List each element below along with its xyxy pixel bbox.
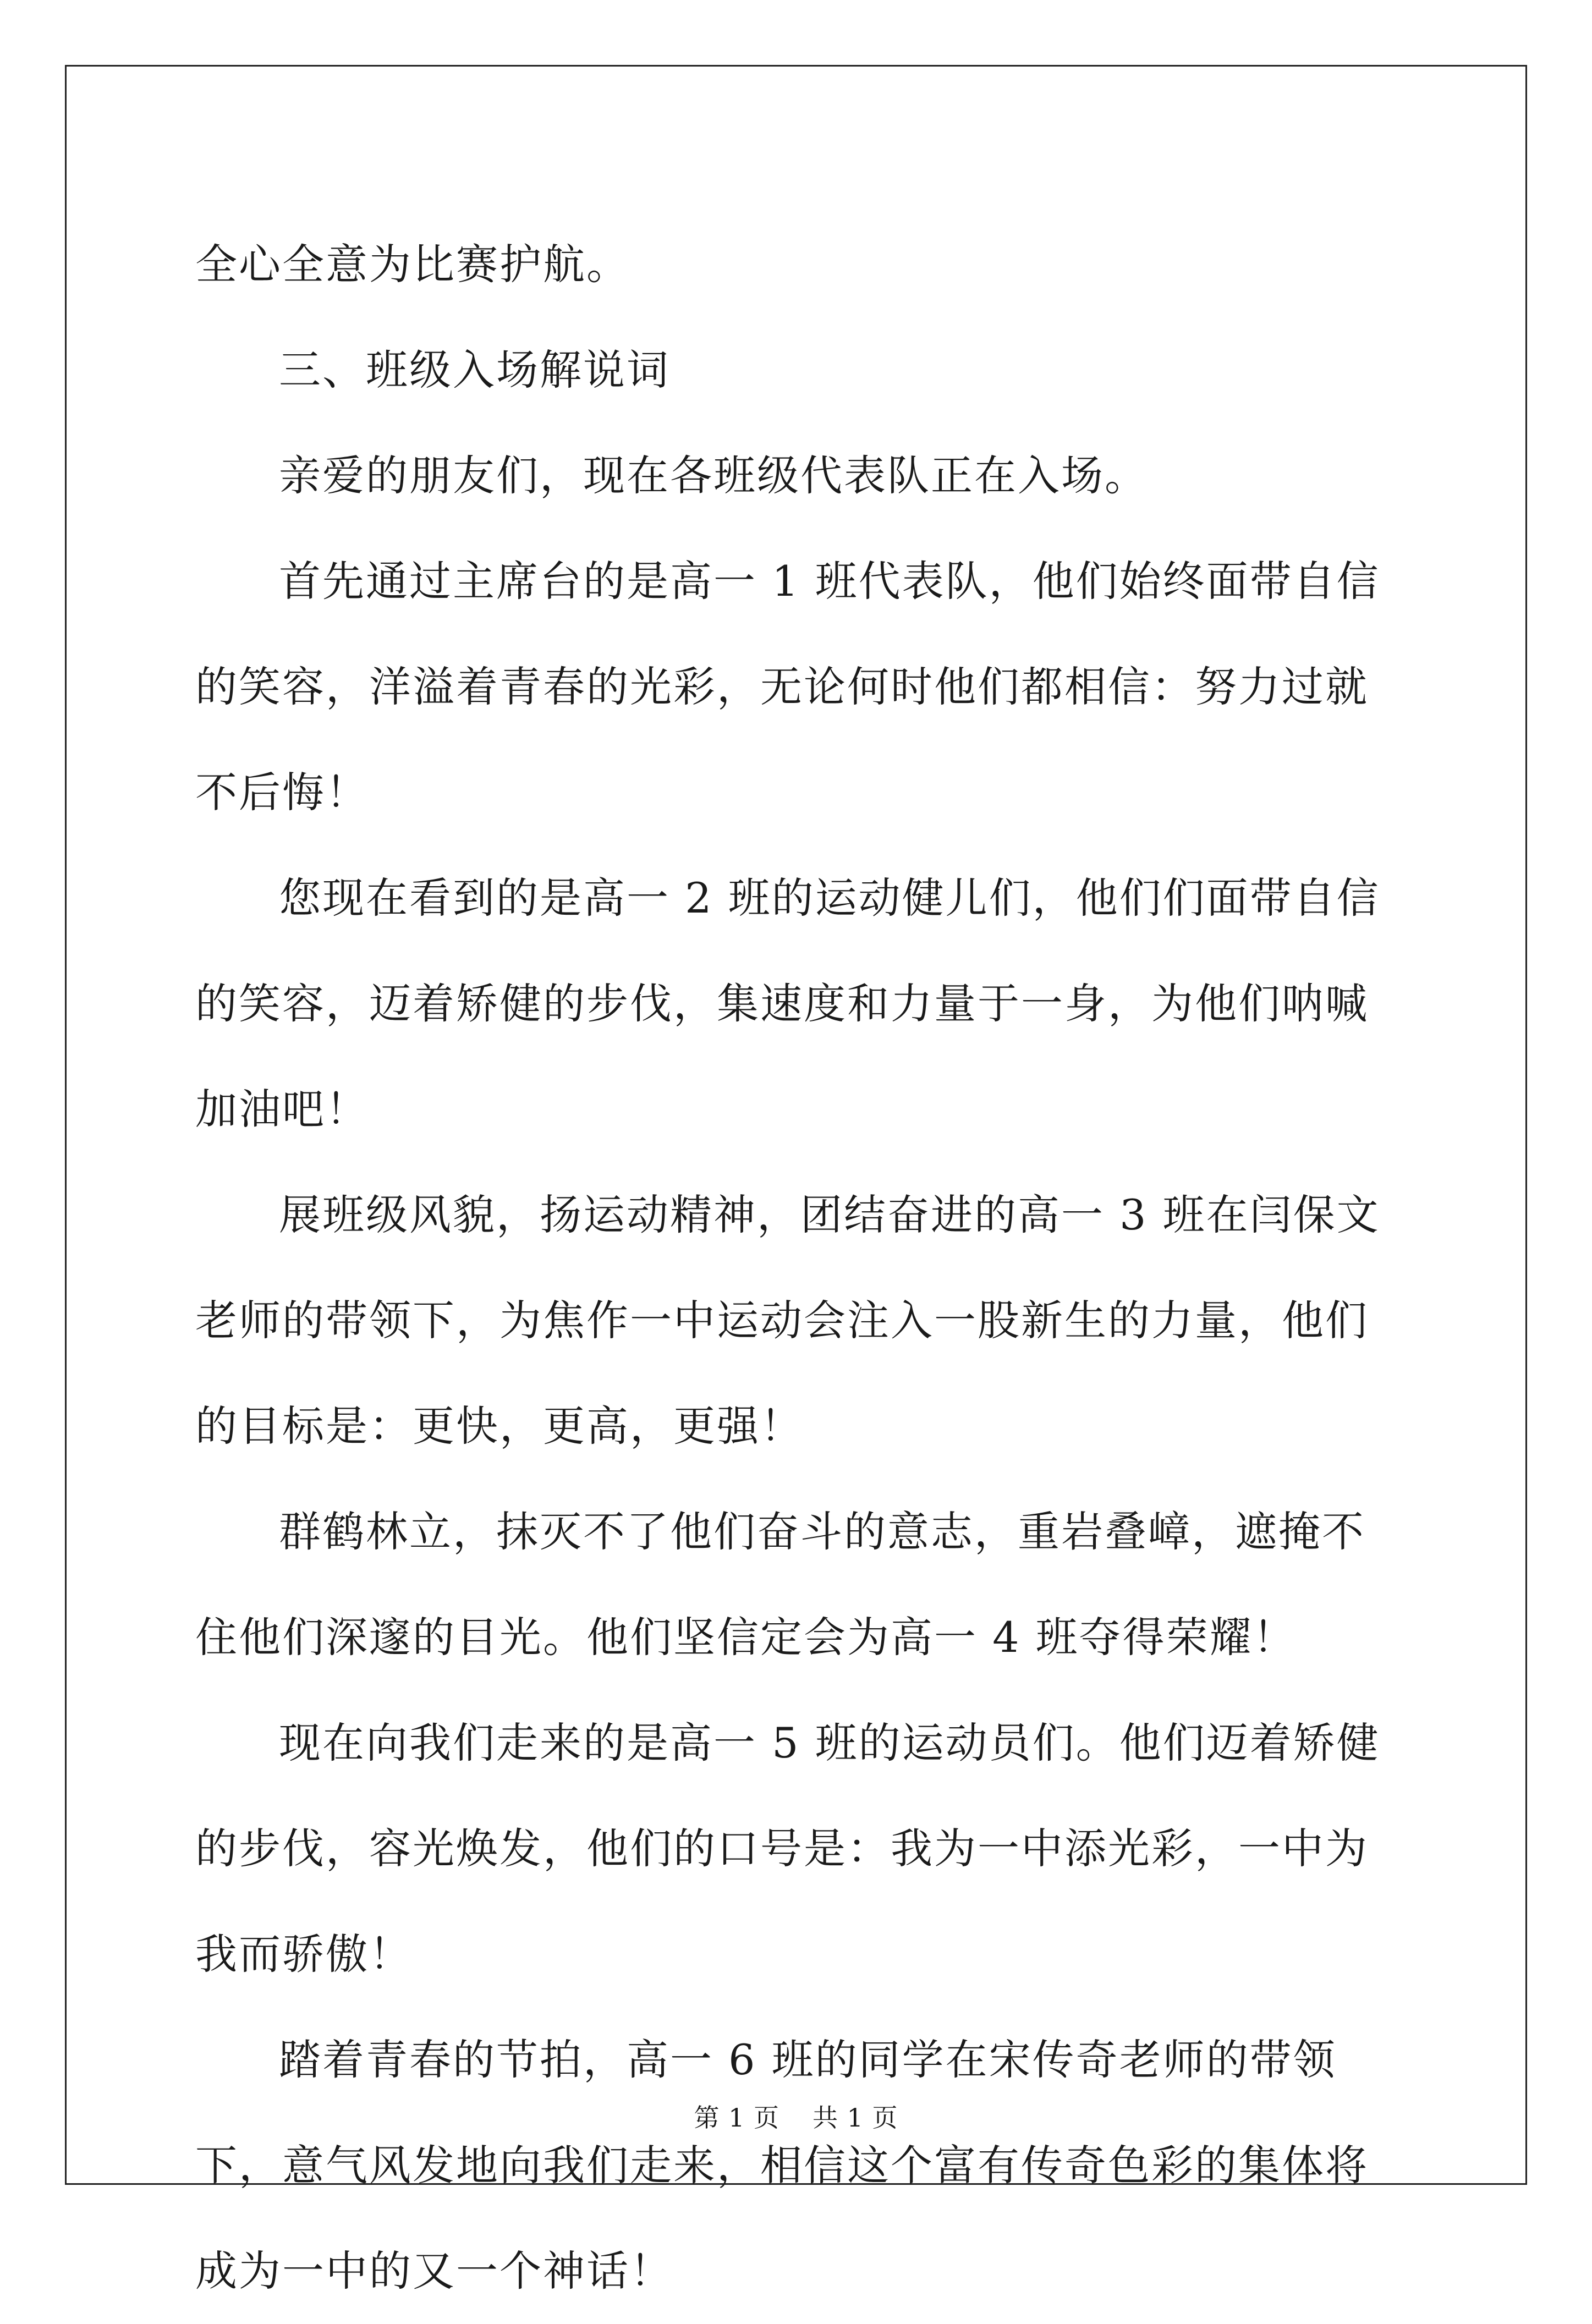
paragraph-3: 亲爱的朋友们，现在各班级代表队正在入场。 — [279, 451, 1148, 500]
paragraph-7: 群鹤林立，抹灭不了他们奋斗的意志，重岩叠嶂，遮掩不住他们深邃的目光。他们坚信定会为高一 4 班夺得荣耀！ — [195, 1507, 1365, 1662]
paragraph-8: 现在向我们走来的是高一 5 班的运动员们。他们迈着矫健的步伐，容光焕发，他们的口号是：我为一中添光彩，一中为我而骄傲！ — [195, 1718, 1380, 1979]
paragraph-4: 首先通过主席台的是高一 1 班代表队，他们始终面带自信的笑容，洋溢着青春的光彩，无论何时他们都相信：努力过就不后悔！ — [195, 557, 1380, 817]
section-heading: 三、班级入场解说词 — [279, 345, 670, 394]
paragraph-1: 全心全意为比赛护航。 — [195, 240, 630, 289]
paragraph-5: 您现在看到的是高一 2 班的运动健儿们，他们们面带自信的笑容，迈着矫健的步伐，集速度和力量于一身，为他们呐喊加油吧！ — [195, 873, 1380, 1134]
page-total: 共 1 页 — [813, 2103, 898, 2133]
paragraph-9: 踏着青春的节拍，高一 6 班的同学在宋传奇老师的带领下，意气风发地向我们走来，相信这个富有传奇色彩的集体将成为一中的又一个神话！ — [195, 2035, 1369, 2295]
document-body — [195, 212, 1400, 2324]
page-number: 第 1 页 — [694, 2103, 779, 2133]
paragraph-6: 展班级风貌，扬运动精神，团结奋进的高一 3 班在闫保文老师的带领下，为焦作一中运动会注入一股新生的力量，他们的目标是：更快，更高，更强！ — [195, 1190, 1380, 1451]
page-footer — [0, 2101, 1592, 2134]
